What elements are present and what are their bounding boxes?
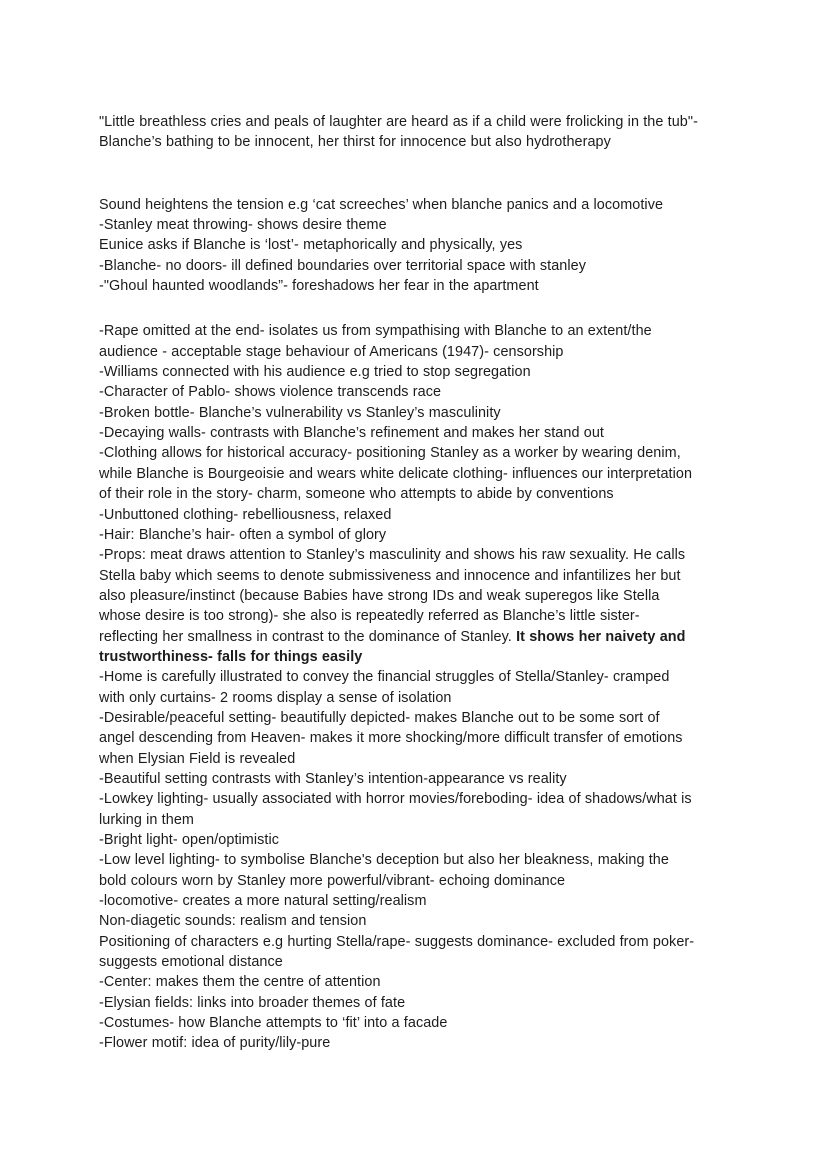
text-line: of their role in the story- charm, someone who attempts to abide by conventions	[99, 486, 614, 503]
paragraph-main-notes	[99, 321, 725, 1053]
text-line: -Elysian fields: links into broader themes of fate	[99, 994, 406, 1011]
text-line: -locomotive- creates a more natural setting/realism	[99, 893, 427, 910]
text-line: "Little breathless cries and peals of laughter are heard as if a child were frolicking in the tub"-	[99, 114, 698, 130]
text-line: lurking in them	[99, 811, 194, 828]
emphasised-text: It shows her naivety and trustworthiness- falls for things easily	[99, 628, 686, 665]
text-line: -Bright light- open/optimistic	[99, 832, 280, 848]
text-plain-prefix: reflecting her smallness in contrast to the dominance of Stanley.	[99, 628, 517, 645]
text-line: -Props: meat draws attention to Stanley’s masculinity and shows his raw sexuality. He calls	[99, 547, 686, 564]
text-line: -Center: makes them the centre of attention	[99, 974, 381, 991]
text-line: Blanche’s bathing to be innocent, her thirst for innocence but also hydrotherapy	[99, 134, 611, 151]
text-line: whose desire is too strong)- she also is repeatedly referred as Blanche’s little sister-	[99, 608, 640, 625]
text-line: Positioning of characters e.g hurting Stella/rape- suggests dominance- excluded from poker-	[99, 933, 695, 950]
text-line: -"Ghoul haunted woodlands”- foreshadows her fear in the apartment	[99, 278, 539, 295]
text-line: when Elysian Field is revealed	[99, 750, 296, 767]
paragraph-bathing-quote	[99, 112, 725, 153]
text-line: Eunice asks if Blanche is ‘lost’- metaphorically and physically, yes	[99, 237, 523, 254]
text-line: Stella baby which seems to denote submissiveness and innocence and infantilizes her but	[99, 567, 681, 584]
text-line: suggests emotional distance	[99, 954, 283, 971]
text-line: -Hair: Blanche’s hair- often a symbol of glory	[99, 526, 387, 543]
text-line: Non-diagetic sounds: realism and tension	[99, 913, 367, 930]
text-line: while Blanche is Bourgeoisie and wears white delicate clothing- influences our interpretation	[99, 465, 693, 482]
text-line: -Clothing allows for historical accuracy- positioning Stanley as a worker by wearing denim,	[99, 445, 681, 462]
text-line: -Character of Pablo- shows violence transcends race	[99, 384, 442, 401]
text-line: -Desirable/peaceful setting- beautifully depicted- makes Blanche out to be some sort of	[99, 709, 660, 726]
text-line: -Rape omitted at the end- isolates us from sympathising with Blanche to an extent/the	[99, 323, 652, 340]
text-line: -Decaying walls- contrasts with Blanche’s refinement and makes her stand out	[99, 425, 604, 442]
text-line: audience - acceptable stage behaviour of Americans (1947)- censorship	[99, 343, 564, 360]
paragraph-spacer	[99, 153, 725, 195]
text-line: -Low level lighting- to symbolise Blanche's deception but also her bleakness, making the	[99, 852, 669, 869]
text-line-with-emphasis	[99, 627, 725, 668]
text-line: -Stanley meat throwing- shows desire theme	[99, 217, 387, 234]
document-text-body	[99, 112, 725, 1054]
text-line: -Unbuttoned clothing- rebelliousness, relaxed	[99, 506, 392, 523]
text-line: Sound heightens the tension e.g ‘cat screeches’ when blanche panics and a locomotive	[99, 196, 664, 213]
text-line: -Beautiful setting contrasts with Stanley’s intention-appearance vs reality	[99, 770, 567, 787]
text-line: -Lowkey lighting- usually associated with horror movies/foreboding- idea of shadows/what is	[99, 791, 692, 808]
text-line: -Flower motif: idea of purity/lily-pure	[99, 1035, 331, 1052]
text-line: -Blanche- no doors- ill defined boundaries over territorial space with stanley	[99, 257, 586, 274]
text-line: also pleasure/instinct (because Babies have strong IDs and weak superegos like Stella	[99, 587, 660, 604]
text-line: -Williams connected with his audience e.g tried to stop segregation	[99, 364, 531, 381]
text-line: bold colours worn by Stanley more powerful/vibrant- echoing dominance	[99, 872, 566, 889]
paragraph-sound-tension	[99, 195, 725, 297]
text-line: -Broken bottle- Blanche’s vulnerability vs Stanley’s masculinity	[99, 404, 501, 421]
text-line: angel descending from Heaven- makes it more shocking/more difficult transfer of emotions	[99, 730, 683, 747]
paragraph-spacer	[99, 296, 725, 321]
text-line: -Costumes- how Blanche attempts to ‘fit’ into a facade	[99, 1015, 448, 1032]
text-line: with only curtains- 2 rooms display a sense of isolation	[99, 689, 452, 706]
text-line: -Home is carefully illustrated to convey the financial struggles of Stella/Stanley- cramped	[99, 669, 670, 686]
